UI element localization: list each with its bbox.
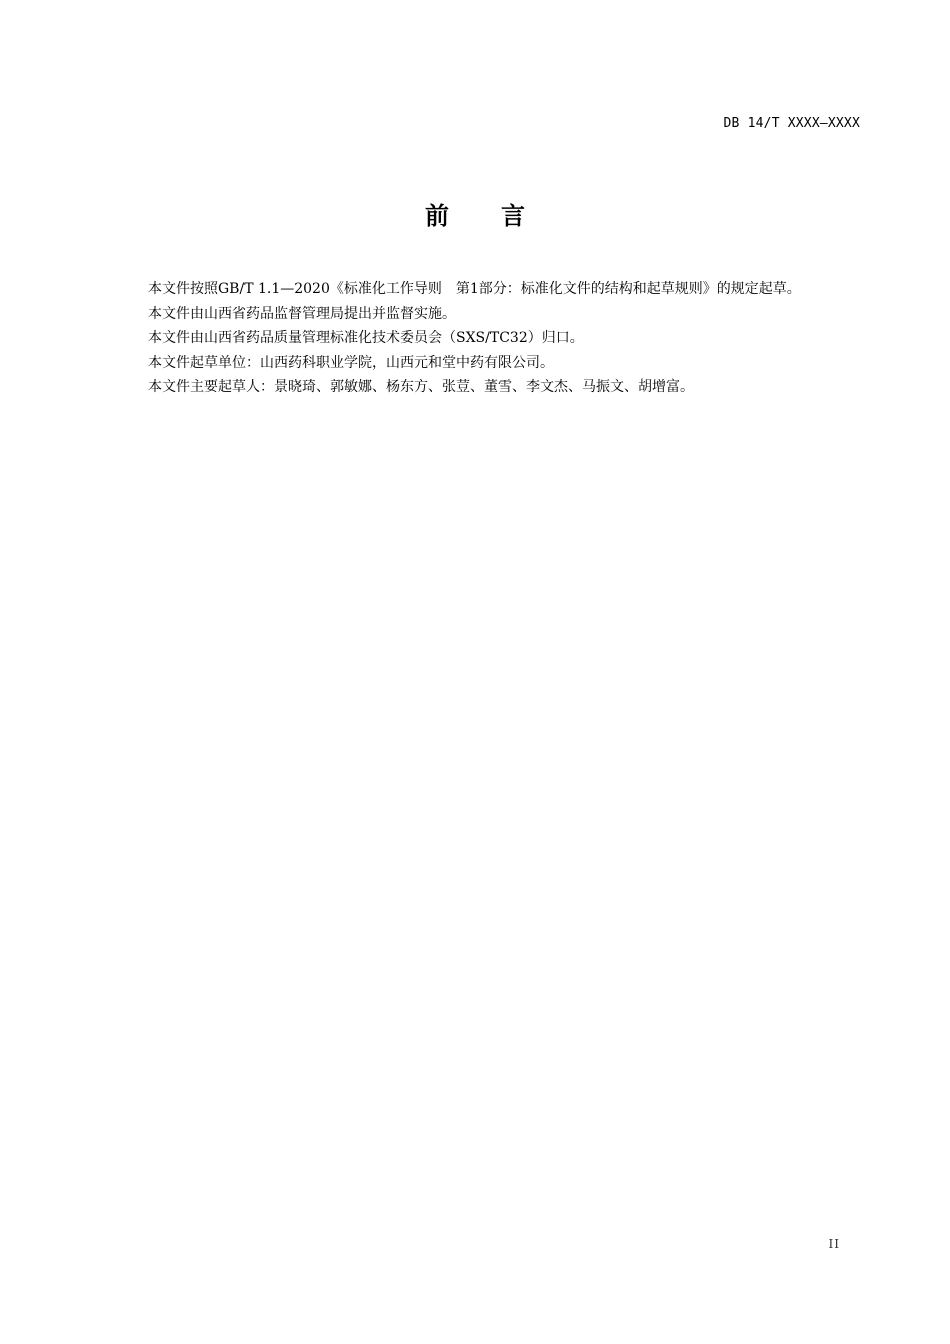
title-char-1: 前 bbox=[425, 202, 449, 230]
paragraph-proposer: 本文件由山西省药品监督管理局提出并监督实施。 bbox=[148, 305, 456, 322]
page-number: II bbox=[828, 1237, 840, 1251]
paragraph-committee: 本文件由山西省药品质量管理标准化技术委员会（SXS/TC32）归口。 bbox=[148, 330, 584, 346]
paragraph-drafting-units: 本文件起草单位：山西药科职业学院，山西元和堂中药有限公司。 bbox=[148, 354, 554, 371]
paragraph-drafting-rules: 本文件按照GB/T 1.1—2020《标准化工作导则 第1部分：标准化文件的结构和起草规则》的规定起草。 bbox=[148, 281, 801, 297]
standard-code: DB 14/T XXXX—XXXX bbox=[723, 116, 860, 131]
title-char-2: 言 bbox=[501, 202, 525, 230]
paragraph-drafters: 本文件主要起草人：景晓琦、郭敏娜、杨东方、张荳、董雪、李文杰、马振文、胡增富。 bbox=[148, 379, 694, 395]
page-title bbox=[0, 196, 950, 231]
foreword-body bbox=[113, 277, 860, 400]
